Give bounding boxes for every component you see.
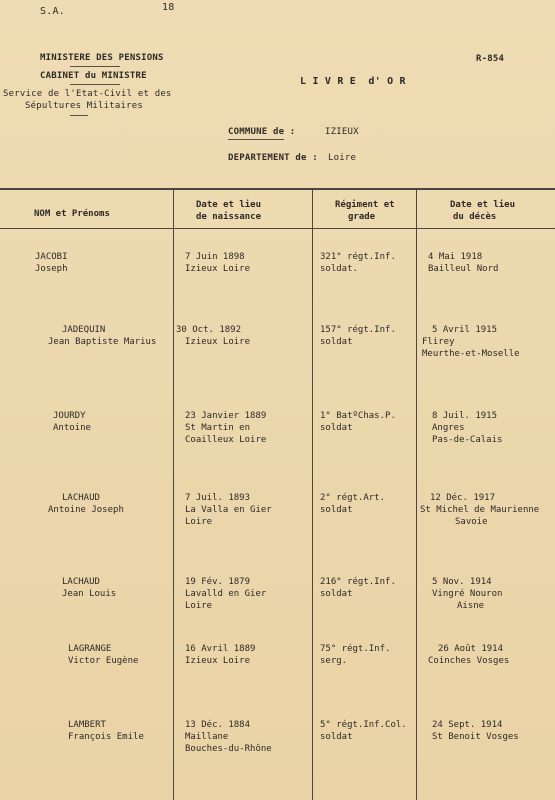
row-6-death-2: Coinches Vosges bbox=[428, 656, 510, 666]
reference-number: R-854 bbox=[476, 54, 505, 64]
header-birth-line-1: Date et lieu bbox=[196, 200, 262, 210]
row-5-death-1: 5 Nov. 1914 bbox=[432, 577, 492, 587]
row-5-birth-1: 19 Fév. 1879 bbox=[185, 577, 251, 587]
row-3-death-1: 8 Juil. 1915 bbox=[432, 411, 498, 421]
header-birth-line-2: de naissance bbox=[196, 212, 262, 222]
row-4-birth-3: Loire bbox=[185, 517, 213, 527]
row-1-regiment-2: soldat. bbox=[320, 264, 358, 274]
row-4-death-1: 12 Déc. 1917 bbox=[430, 493, 496, 503]
row-4-name-2: Antoine Joseph bbox=[48, 505, 124, 515]
row-3-death-3: Pas-de-Calais bbox=[432, 435, 503, 445]
ministry-underline bbox=[70, 66, 120, 67]
row-4-regiment-2: soldat bbox=[320, 505, 353, 515]
table-top-rule bbox=[0, 188, 555, 190]
row-7-birth-3: Bouches-du-Rhône bbox=[185, 744, 272, 754]
column-divider-3 bbox=[416, 188, 417, 800]
row-2-birth-1: 30 Oct. 1892 bbox=[176, 325, 242, 335]
row-1-birth-1: 7 Juin 1898 bbox=[185, 252, 245, 262]
row-6-death-1: 26 Août 1914 bbox=[438, 644, 504, 654]
row-7-death-1: 24 Sept. 1914 bbox=[432, 720, 503, 730]
row-4-name-1: LACHAUD bbox=[62, 493, 100, 503]
row-2-birth-2: Izieux Loire bbox=[185, 337, 251, 347]
column-divider-2 bbox=[312, 188, 313, 800]
commune-underline bbox=[228, 139, 284, 140]
service-line-1: Service de l'Etat-Civil et des bbox=[3, 89, 172, 99]
row-1-birth-2: Izieux Loire bbox=[185, 264, 251, 274]
header-death-line-1: Date et lieu bbox=[450, 200, 516, 210]
row-1-regiment-1: 321° régt.Inf. bbox=[320, 252, 396, 262]
row-7-regiment-2: soldat bbox=[320, 732, 353, 742]
header-death-line-2: du décès bbox=[453, 212, 497, 222]
page-number: 18 bbox=[162, 2, 175, 13]
book-title: L I V R E d' O R bbox=[300, 76, 406, 87]
row-2-name-2: Jean Baptiste Marius bbox=[48, 337, 157, 347]
row-5-birth-2: Lavalld en Gier bbox=[185, 589, 267, 599]
row-3-birth-3: Coailleux Loire bbox=[185, 435, 267, 445]
departement-label: DEPARTEMENT de : bbox=[228, 153, 318, 163]
header-regiment-line-2: grade bbox=[348, 212, 376, 222]
row-6-name-2: Victor Eugène bbox=[68, 656, 139, 666]
row-1-name-2: Joseph bbox=[35, 264, 68, 274]
top-left-mark: S.A. bbox=[40, 6, 65, 17]
row-1-death-1: 4 Mai 1918 bbox=[428, 252, 483, 262]
row-6-birth-2: Izieux Loire bbox=[185, 656, 251, 666]
header-regiment-line-1: Régiment et bbox=[335, 200, 395, 210]
row-5-birth-3: Loire bbox=[185, 601, 213, 611]
commune-value: IZIEUX bbox=[325, 127, 359, 137]
row-5-regiment-1: 216° régt.Inf. bbox=[320, 577, 396, 587]
row-1-death-2: Bailleul Nord bbox=[428, 264, 499, 274]
row-7-name-1: LAMBERT bbox=[68, 720, 106, 730]
row-3-birth-2: St Martin en bbox=[185, 423, 251, 433]
row-3-birth-1: 23 Janvier 1889 bbox=[185, 411, 267, 421]
row-3-name-1: JOURDY bbox=[53, 411, 86, 421]
row-7-birth-1: 13 Déc. 1884 bbox=[185, 720, 251, 730]
row-3-name-2: Antoine bbox=[53, 423, 91, 433]
row-7-birth-2: Maillane bbox=[185, 732, 229, 742]
row-6-birth-1: 16 Avril 1889 bbox=[185, 644, 256, 654]
row-4-death-2: St Michel de Maurienne bbox=[420, 505, 540, 515]
row-2-death-1: 5 Avril 1915 bbox=[432, 325, 498, 335]
row-5-regiment-2: soldat bbox=[320, 589, 353, 599]
header-name: NOM et Prénoms bbox=[34, 209, 110, 219]
row-2-death-2: Flirey bbox=[422, 337, 455, 347]
row-2-death-3: Meurthe-et-Moselle bbox=[422, 349, 520, 359]
row-5-name-1: LACHAUD bbox=[62, 577, 100, 587]
row-4-birth-2: La Valla en Gier bbox=[185, 505, 272, 515]
service-underline bbox=[70, 115, 88, 116]
column-divider-1 bbox=[173, 188, 174, 800]
row-4-death-3: Savoie bbox=[455, 517, 488, 527]
row-7-regiment-1: 5° régt.Inf.Col. bbox=[320, 720, 407, 730]
row-5-death-2: Vingré Nouron bbox=[432, 589, 503, 599]
row-7-death-2: St Benoit Vosges bbox=[432, 732, 519, 742]
row-2-regiment-1: 157° régt.Inf. bbox=[320, 325, 396, 335]
service-line-2: Sépultures Militaires bbox=[25, 101, 143, 111]
departement-value: Loire bbox=[328, 153, 357, 163]
row-1-name-1: JACOBI bbox=[35, 252, 68, 262]
cabinet-underline bbox=[70, 84, 120, 85]
row-6-regiment-1: 75° régt.Inf. bbox=[320, 644, 391, 654]
ministry-name: MINISTERE DES PENSIONS bbox=[40, 53, 164, 63]
row-3-regiment-1: 1° BatºChas.P. bbox=[320, 411, 396, 421]
row-7-name-2: François Emile bbox=[68, 732, 144, 742]
row-2-regiment-2: soldat bbox=[320, 337, 353, 347]
row-6-name-1: LAGRANGE bbox=[68, 644, 112, 654]
row-3-death-2: Angres bbox=[432, 423, 465, 433]
row-5-death-3: Aisne bbox=[457, 601, 485, 611]
row-4-birth-1: 7 Juil. 1893 bbox=[185, 493, 251, 503]
row-2-name-1: JADEQUIN bbox=[62, 325, 106, 335]
commune-label: COMMUNE de : bbox=[228, 127, 296, 137]
row-6-regiment-2: serg. bbox=[320, 656, 348, 666]
table-header-rule bbox=[0, 228, 555, 229]
row-4-regiment-1: 2° régt.Art. bbox=[320, 493, 386, 503]
row-5-name-2: Jean Louis bbox=[62, 589, 117, 599]
row-3-regiment-2: soldat bbox=[320, 423, 353, 433]
cabinet-name: CABINET du MINISTRE bbox=[40, 71, 147, 81]
